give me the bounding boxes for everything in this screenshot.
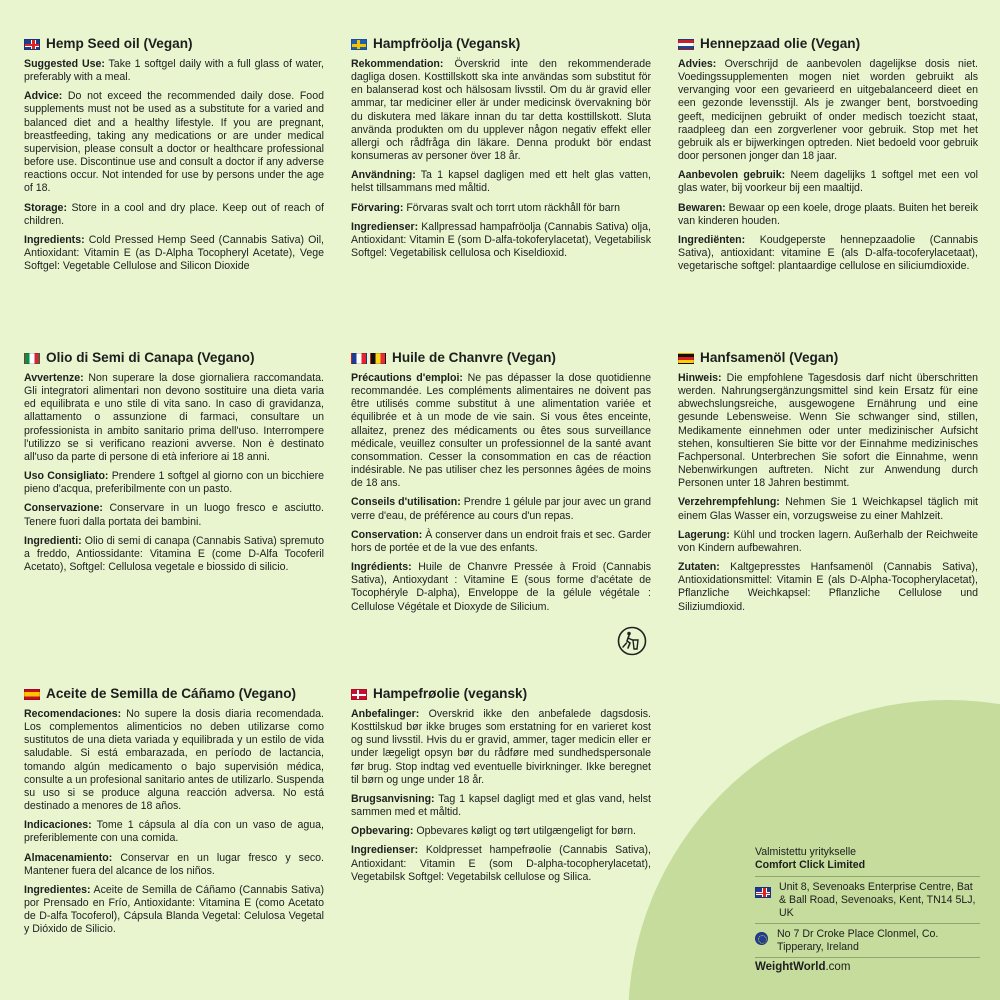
- section-paragraph: [24, 470, 324, 496]
- paragraph-label: Recomendaciones:: [24, 708, 122, 720]
- section-title-text: Hampefrøolie (vegansk): [373, 686, 528, 701]
- paragraph-text: Tome 1 cápsula al día con un vaso de agua, preferiblemente con una comida.: [24, 819, 324, 845]
- paragraph-label: Hinweis:: [678, 372, 722, 384]
- paragraph-label: Advies:: [678, 58, 717, 70]
- se-flag-icon: [351, 39, 367, 50]
- eu-address: [755, 923, 980, 957]
- paragraph-text: Opbevares køligt og tørt utilgængeligt for børn.: [413, 825, 636, 838]
- language-section: [678, 36, 978, 279]
- website-brand: WeightWorld: [755, 961, 826, 973]
- language-section: [351, 350, 651, 620]
- section-paragraph: [351, 844, 651, 883]
- paragraph-label: Ingrediënten:: [678, 233, 746, 246]
- language-section: [24, 350, 324, 580]
- section-title-text: Hemp Seed oil (Vegan): [46, 36, 193, 51]
- paragraph-text: Kühl und trocken lagern. Außerhalb der Reichweite von Kindern aufbewahren.: [678, 528, 978, 554]
- section-paragraph: [351, 372, 651, 490]
- eu-flag-icon: [755, 932, 768, 945]
- uk-flag-icon: [755, 887, 771, 898]
- paragraph-text: Die empfohlene Tagesdosis darf nicht überschritten werden. Nahrungsergänzungsmittel sind kein Ersatz für eine abwechslungsreiche, ausgewogene Ernährung und eine gesunde Lebensweise. Wenn Sie schwanger sind, stillen, Medikamente einnehmen oder unter medizinischer Aufsicht stehen, konsultieren Sie bitte vor der Einnahme medizinisches Fachpersonal. Unterbrechen Sie sofort die Einnahme, wenn Nebenwirkungen auftreten. Nicht zur Anwendung durch Personen unter 18 Jahren bestimmt.: [678, 372, 978, 490]
- section-title: [351, 36, 651, 52]
- be-flag-icon: [370, 353, 386, 364]
- section-paragraph: [351, 58, 651, 163]
- section-paragraph: [24, 202, 324, 228]
- section-paragraph: [351, 202, 651, 215]
- paragraph-text: Prendre 1 gélule par jour avec un grand verre d'eau, de préférence au cours d'un repas.: [351, 496, 651, 522]
- paragraph-label: Ingrédients:: [351, 561, 412, 574]
- language-section: [24, 686, 324, 943]
- section-paragraph: [351, 529, 651, 555]
- section-title-text: Olio di Semi di Canapa (Vegano): [46, 350, 255, 365]
- paragraph-text: Non superare la dose giornaliera raccomandata. Gli integratori alimentari non devono sostituire una dieta varia ed equilibrata e uno stile di vita sano. In caso di gravidanza, allattamento o assunzione di farmaci, consultare un professionista in ambito sanitario prima dell'uso. Interrompere l'utilizzo se si verificano reazioni avverse. Non è destinato all'uso da parte di persone di età inferiore ai 18 anni.: [24, 372, 324, 463]
- section-paragraph: [351, 708, 651, 787]
- section-title-text: Hennepzaad olie (Vegan): [700, 36, 861, 51]
- paragraph-label: Advice:: [24, 90, 63, 103]
- section-paragraph: [24, 502, 324, 528]
- paragraph-label: Uso Consigliato:: [24, 470, 109, 483]
- paragraph-text: À conserver dans un endroit frais et sec. Garder hors de portée et de la vue des enfants.: [351, 528, 651, 554]
- paragraph-label: Précautions d'emploi:: [351, 372, 463, 384]
- eu-address-text: No 7 Dr Croke Place Clonmel, Co. Tipperary, Ireland: [777, 928, 939, 953]
- dk-flag-icon: [351, 689, 367, 700]
- paragraph-text: No supere la dosis diaria recomendada. Los complementos alimenticios no deben utilizarse como sustitutos de una dieta variada y equilibrada y un estilo de vida saludable. Si está embarazada, en período de lactancia, tomando algún medicamento o bajo supervisión médica, consulte a un profesional sanitario antes de utilizarlo. Suspenda su uso si se produce alguna reacción adversa. No está destinado a menores de 18 años.: [24, 708, 324, 813]
- section-title: [678, 36, 978, 52]
- paragraph-text: Take 1 softgel daily with a full glass of water, preferably with a meal.: [24, 58, 324, 84]
- paragraph-text: Koudgeperste hennepzaadolie (Cannabis Sativa), antioxidant: vitamine E (als D-alfa-tocoferylacetaat), vegetarische softgel: plantaardige cellulose en siliciumdioxide.: [678, 233, 978, 273]
- section-paragraph: [678, 496, 978, 522]
- paragraph-text: Ne pas dépasser la dose quotidienne recommandée. Les compléments alimentaires ne doivent pas être utilisés comme substitut à une alimentation variée et équilibrée et à un mode de vie sain. Si vous êtes enceinte, allaitez, prenez des médicaments ou êtes sous surveillance médicale, veuillez consulter un professionnel de la santé avant consommation. Cesser la consommation en cas de réaction indésirable. Ne pas utiliser chez les personnes âgées de moins de 18 ans.: [351, 372, 651, 490]
- section-paragraph: [24, 535, 324, 574]
- paragraph-label: Aanbevolen gebruik:: [678, 169, 786, 182]
- paragraph-label: Avvertenze:: [24, 372, 84, 384]
- section-paragraph: [24, 884, 324, 937]
- paragraph-label: Opbevaring:: [351, 825, 414, 838]
- section-title: [678, 350, 978, 366]
- paragraph-label: Anbefalinger:: [351, 708, 420, 720]
- section-title-text: Huile de Chanvre (Vegan): [392, 350, 556, 365]
- section-paragraph: [678, 58, 978, 163]
- paragraph-text: Store in a cool and dry place. Keep out of reach of children.: [24, 201, 324, 227]
- paragraph-text: Nehmen Sie 1 Weichkapsel täglich mit einem Glas Wasser ein, vorzugsweise zu einer Mahlzeit.: [678, 496, 978, 522]
- language-section: [351, 36, 651, 266]
- language-section: [351, 686, 651, 890]
- section-paragraph: [678, 561, 978, 614]
- paragraph-label: Suggested Use:: [24, 58, 105, 70]
- paragraph-text: Huile de Chanvre Pressée à Froid (Cannabis Sativa), Antioxydant : Vitamine E (sous forme d'acétate de Tocophéryle D-alpha), Enveloppe de la gélule végétale : Cellulose Végétale et Dioxyde de Silicium.: [351, 561, 651, 613]
- section-paragraph: [24, 58, 324, 84]
- section-paragraph: [24, 90, 324, 195]
- paragraph-text: Kaltgepresstes Hanfsamenöl (Cannabis Sativa), Antioxidationsmittel: Vitamin E (als D-Alpha-Tocopherylacetat), Pflanzliche Weichkapsel: Pflanzliche Cellulose und Siliziumdioxid.: [678, 561, 978, 613]
- paragraph-text: Conservar en un lugar fresco y seco. Mantener fuera del alcance de los niños.: [24, 851, 324, 877]
- de-flag-icon: [678, 353, 694, 364]
- paragraph-text: Kallpressad hampafröolja (Cannabis Sativa) olja, Antioxidant: Vitamin E (som D-alfa-tokoferylacetat), Vegetabilisk Softgel: Vegetabilisk cellulosa och Kiseldioxid.: [351, 220, 651, 260]
- section-paragraph: [351, 221, 651, 260]
- paragraph-label: Ingredienser:: [351, 220, 419, 233]
- paragraph-label: Storage:: [24, 201, 67, 214]
- paragraph-label: Ingredientes:: [24, 883, 91, 896]
- section-paragraph: [351, 825, 651, 838]
- paragraph-label: Ingredienser:: [351, 844, 419, 857]
- paragraph-label: Conservation:: [351, 528, 423, 541]
- nl-flag-icon: [678, 39, 694, 50]
- paragraph-label: Almacenamiento:: [24, 851, 113, 864]
- paragraph-text: Koldpresset hampefrøolie (Cannabis Sativa), Antioxidant: Vitamin E (som D-alpha-tocopherylacetat), Vegetabilsk Softgel: Vegetabilsk cellulose og Silica.: [351, 844, 651, 883]
- uk-address: [755, 876, 980, 923]
- section-title-text: Hanfsamenöl (Vegan): [700, 350, 839, 365]
- section-title: [24, 350, 324, 366]
- made-for-label: Valmistettu yritykselle: [755, 846, 857, 858]
- paragraph-text: Overschrijd de aanbevolen dagelijkse dosis niet. Voedingssupplementen mogen niet worden gebruikt als vervanging voor een gevarieerd en uitgebalanceerd dieet en een gezonde levensstijl. Als je zwanger bent, borstvoeding geeft, medicijnen gebruikt of onder medisch toezicht staat, raadpleeg dan een zorgverlener voor gebruik. Stop met het gebruik als er bijwerkingen optreden. Niet bedoeld voor gebruik door personen jonger dan 18 jaar.: [678, 58, 978, 163]
- paragraph-label: Användning:: [351, 169, 416, 182]
- paragraph-text: Conservare in un luogo fresco e asciutto. Tenere fuori dalla portata dei bambini.: [24, 502, 324, 528]
- section-paragraph: [24, 819, 324, 845]
- section-title: [24, 36, 324, 52]
- paragraph-text: Bewaar op een koele, droge plaats. Buiten het bereik van kinderen houden.: [678, 201, 978, 227]
- section-paragraph: [24, 708, 324, 813]
- section-title: [24, 686, 324, 702]
- paragraph-text: Neem dagelijks 1 softgel met een vol glas water, bij voorkeur bij een maaltijd.: [678, 169, 978, 195]
- it-flag-icon: [24, 353, 40, 364]
- paragraph-label: Bewaren:: [678, 201, 726, 214]
- section-title-text: Hampfröolja (Vegansk): [373, 36, 521, 51]
- section-paragraph: [351, 496, 651, 522]
- section-paragraph: [678, 202, 978, 228]
- section-paragraph: [24, 372, 324, 464]
- paragraph-label: Förvaring:: [351, 201, 404, 214]
- paragraph-text: Aceite de Semilla de Cáñamo (Cannabis Sativa) por Prensado en Frío, Antioxidante: Vitamina E (como Acetato de D-alfa Tocoferol), Cápsula Blanda Vegetal: Celulosa Vegetal y Dióxido de Silicio.: [24, 883, 324, 936]
- section-paragraph: [351, 561, 651, 614]
- paragraph-label: Rekommendation:: [351, 58, 444, 70]
- paragraph-text: Tag 1 kapsel dagligt med et glas vand, helst sammen med et måltid.: [351, 792, 651, 819]
- section-title: [351, 350, 651, 366]
- paragraph-label: Brugsanvisning:: [351, 792, 435, 805]
- paragraph-text: Ta 1 kapsel dagligen med ett helt glas vatten, helst tillsammans med måltid.: [351, 169, 651, 195]
- section-title: [351, 686, 651, 702]
- section-paragraph: [678, 529, 978, 555]
- paragraph-text: Do not exceed the recommended daily dose. Food supplements must not be used as a substitute for a varied and balanced diet and a healthy lifestyle. If you are pregnant, breastfeeding, taking any medications or are under medical supervision, please consult a doctor or healthcare professional before use. Discontinue use and consult a doctor if any adverse reactions occur. Not intended for use by persons under the age of 18.: [24, 90, 324, 195]
- fr-flag-icon: [351, 353, 367, 364]
- section-paragraph: [678, 169, 978, 195]
- paragraph-text: Cold Pressed Hemp Seed (Cannabis Sativa) Oil, Antioxidant: Vitamin E (as D-Alpha Tocopheryl Acetate), Vege Softgel: Vegetable Cellulose and Silicon Dioxide: [24, 233, 324, 273]
- language-section: [678, 350, 978, 620]
- paragraph-text: Overskrid ikke den anbefalede dagsdosis. Kosttilskud bør ikke bruges som erstatning for en varieret kost og sund livsstil. Hvis du er gravid, ammer, tager medicin eller er under lægeligt opsyn bør du rådføre med sundhedspersonale før brug. Stop indtag ved eventuelle bivirkninger. Ikke beregnet til børn og unge under 18 år.: [351, 708, 651, 786]
- paragraph-label: Verzehrempfehlung:: [678, 496, 780, 509]
- company-info: [755, 846, 980, 974]
- paragraph-text: Prendere 1 softgel al giorno con un bicchiere pieno d'acqua, preferibilmente con un pasto.: [24, 470, 324, 496]
- section-paragraph: [24, 234, 324, 273]
- paragraph-text: Överskrid inte den rekommenderade dagliga dosen. Kosttillskott ska inte användas som substitut för en balanserad kost och hälsosam livsstil. Om du är gravid eller ammar, tar mediciner eller är under medicinsk övervakning bör du diskutera med läkare innan du tar detta kosttillskott. Sluta använda produkten om du upplever någon negativ effekt eller allergi och rådfråga din läkare. Denna produkt bör endast konsumeras av personer över 18 år.: [351, 58, 651, 163]
- company-name: Comfort Click Limited: [755, 859, 866, 871]
- paragraph-label: Ingredients:: [24, 233, 85, 246]
- tidyman-recycle-icon: [617, 626, 647, 656]
- section-paragraph: [24, 852, 324, 878]
- paragraph-label: Zutaten:: [678, 561, 720, 574]
- section-paragraph: [351, 793, 651, 819]
- es-flag-icon: [24, 689, 40, 700]
- uk-address-text: Unit 8, Sevenoaks Enterprise Centre, Bat & Ball Road, Sevenoaks, Kent, TN14 5LJ, UK: [779, 881, 976, 919]
- paragraph-label: Indicaciones:: [24, 819, 92, 832]
- language-section: [24, 36, 324, 279]
- section-paragraph: [351, 169, 651, 195]
- paragraph-text: Olio di semi di canapa (Cannabis Sativa) spremuto a freddo, Antiossidante: Vitamina E (come D-Alfa Tocoferil Acetato), Softgel: Cellulosa vegetale e biossido di silicio.: [24, 534, 324, 574]
- section-title-text: Aceite de Semilla de Cáñamo (Vegano): [46, 686, 297, 701]
- paragraph-label: Conservazione:: [24, 502, 103, 515]
- uk-flag-icon: [24, 39, 40, 50]
- section-paragraph: [678, 234, 978, 273]
- website[interactable]: [755, 957, 980, 974]
- paragraph-label: Conseils d'utilisation:: [351, 496, 461, 509]
- section-paragraph: [678, 372, 978, 490]
- website-tld: .com: [825, 961, 851, 973]
- paragraph-label: Ingredienti:: [24, 534, 82, 547]
- paragraph-text: Förvaras svalt och torrt utom räckhåll för barn: [403, 201, 621, 214]
- paragraph-label: Lagerung:: [678, 528, 730, 541]
